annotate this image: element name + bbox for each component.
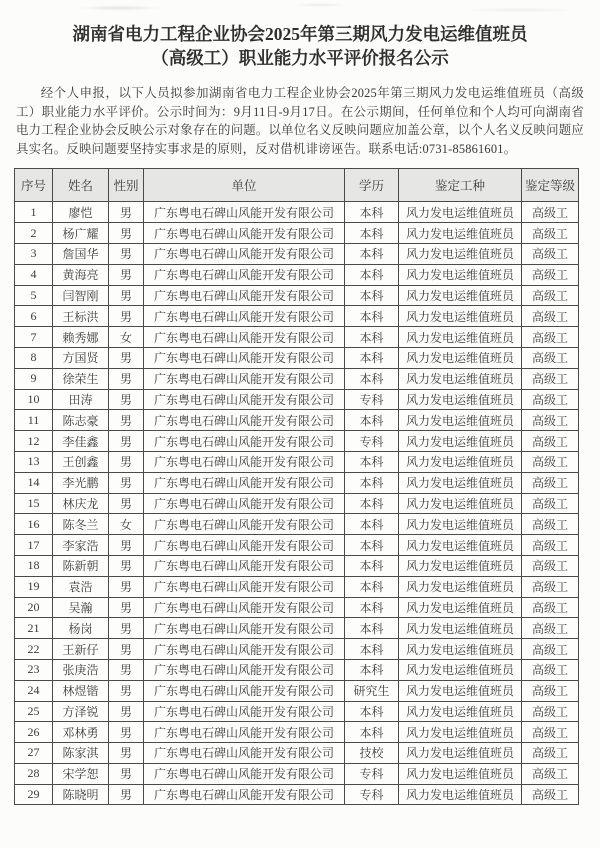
table-cell: 风力发电运维值班员 <box>399 722 522 743</box>
table-cell: 技校 <box>345 743 399 764</box>
table-row <box>15 784 579 805</box>
table-cell: 高级工 <box>522 431 579 452</box>
table-cell: 本科 <box>345 514 399 535</box>
table-row <box>15 493 579 514</box>
table-cell: 10 <box>15 389 53 410</box>
table-cell: 本科 <box>345 535 399 556</box>
table-cell: 2 <box>15 223 53 244</box>
table-cell: 本科 <box>345 285 399 306</box>
table-cell: 男 <box>109 493 144 514</box>
table-cell: 本科 <box>345 306 399 327</box>
table-cell: 男 <box>109 639 144 660</box>
table-cell: 王创鑫 <box>53 451 109 472</box>
table-cell: 专科 <box>345 389 399 410</box>
table-cell: 广东粤电石碑山风能开发有限公司 <box>144 680 345 701</box>
table-cell: 15 <box>15 493 53 514</box>
table-row <box>15 431 579 452</box>
table-cell: 广东粤电石碑山风能开发有限公司 <box>144 535 345 556</box>
table-cell: 风力发电运维值班员 <box>399 389 522 410</box>
table-cell: 风力发电运维值班员 <box>399 784 522 805</box>
table-cell: 风力发电运维值班员 <box>399 680 522 701</box>
table-cell: 广东粤电石碑山风能开发有限公司 <box>144 368 345 389</box>
applicant-roster-table <box>14 168 579 805</box>
table-cell: 19 <box>15 576 53 597</box>
table-cell: 风力发电运维值班员 <box>399 618 522 639</box>
table-cell: 9 <box>15 368 53 389</box>
announcement-paragraph: 经个人申报，以下人员拟参加湖南省电力工程企业协会2025年第三期风力发电运维值班员（高级工）职业能力水平评价。公示时间为：9月11日-9月17日。在公示期间，任何单位和个人均可向湖南省电力工程企业协会反映公示对象存在的问题。以单位名义反映问题应加盖公章，以个人名义反映问题应具实名。反映问题要坚持实事求是的原则，反对借机诽谤诬告。联系电话:0731-85861601。 <box>16 86 584 156</box>
column-header-education: 学历 <box>345 169 399 202</box>
table-cell: 男 <box>109 389 144 410</box>
table-cell: 男 <box>109 743 144 764</box>
table-cell: 本科 <box>345 659 399 680</box>
table-row <box>15 576 579 597</box>
table-cell: 高级工 <box>522 639 579 660</box>
table-cell: 风力发电运维值班员 <box>399 327 522 348</box>
table-cell: 6 <box>15 306 53 327</box>
table-cell: 21 <box>15 618 53 639</box>
table-row <box>15 243 579 264</box>
table-cell: 高级工 <box>522 410 579 431</box>
table-cell: 风力发电运维值班员 <box>399 535 522 556</box>
table-cell: 女 <box>109 514 144 535</box>
table-cell: 专科 <box>345 784 399 805</box>
table-cell: 广东粤电石碑山风能开发有限公司 <box>144 243 345 264</box>
table-cell: 本科 <box>345 264 399 285</box>
table-cell: 女 <box>109 327 144 348</box>
table-cell: 本科 <box>345 368 399 389</box>
table-cell: 陈新朝 <box>53 555 109 576</box>
table-cell: 广东粤电石碑山风能开发有限公司 <box>144 472 345 493</box>
table-cell: 男 <box>109 451 144 472</box>
table-cell: 高级工 <box>522 784 579 805</box>
table-cell: 高级工 <box>522 597 579 618</box>
table-cell: 广东粤电石碑山风能开发有限公司 <box>144 514 345 535</box>
table-cell: 广东粤电石碑山风能开发有限公司 <box>144 493 345 514</box>
table-cell: 男 <box>109 701 144 722</box>
table-cell: 20 <box>15 597 53 618</box>
table-cell: 风力发电运维值班员 <box>399 347 522 368</box>
table-cell: 本科 <box>345 639 399 660</box>
table-cell: 风力发电运维值班员 <box>399 202 522 223</box>
table-cell: 方泽锐 <box>53 701 109 722</box>
table-cell: 王标洪 <box>53 306 109 327</box>
table-cell: 本科 <box>345 327 399 348</box>
table-cell: 18 <box>15 555 53 576</box>
table-row <box>15 368 579 389</box>
table-cell: 广东粤电石碑山风能开发有限公司 <box>144 285 345 306</box>
table-cell: 高级工 <box>522 285 579 306</box>
table-cell: 广东粤电石碑山风能开发有限公司 <box>144 701 345 722</box>
table-header-row <box>15 169 579 202</box>
table-cell: 1 <box>15 202 53 223</box>
column-header-employer: 单位 <box>144 169 345 202</box>
table-cell: 高级工 <box>522 389 579 410</box>
table-cell: 男 <box>109 576 144 597</box>
column-header-name: 姓名 <box>53 169 109 202</box>
table-cell: 12 <box>15 431 53 452</box>
table-cell: 男 <box>109 618 144 639</box>
table-cell: 风力发电运维值班员 <box>399 576 522 597</box>
table-row <box>15 202 579 223</box>
table-cell: 广东粤电石碑山风能开发有限公司 <box>144 597 345 618</box>
table-cell: 男 <box>109 368 144 389</box>
table-row <box>15 347 579 368</box>
table-cell: 高级工 <box>522 618 579 639</box>
table-cell: 陈志豪 <box>53 410 109 431</box>
table-cell: 李光鹏 <box>53 472 109 493</box>
table-cell: 广东粤电石碑山风能开发有限公司 <box>144 410 345 431</box>
table-row <box>15 618 579 639</box>
table-cell: 本科 <box>345 555 399 576</box>
table-cell: 男 <box>109 555 144 576</box>
table-cell: 高级工 <box>522 535 579 556</box>
table-cell: 广东粤电石碑山风能开发有限公司 <box>144 639 345 660</box>
table-cell: 陈家淇 <box>53 743 109 764</box>
table-cell: 高级工 <box>522 202 579 223</box>
table-row <box>15 680 579 701</box>
table-cell: 风力发电运维值班员 <box>399 701 522 722</box>
table-row <box>15 555 579 576</box>
table-cell: 风力发电运维值班员 <box>399 410 522 431</box>
table-cell: 高级工 <box>522 701 579 722</box>
table-cell: 风力发电运维值班员 <box>399 763 522 784</box>
table-cell: 风力发电运维值班员 <box>399 659 522 680</box>
table-cell: 宋学恕 <box>53 763 109 784</box>
table-cell: 高级工 <box>522 347 579 368</box>
table-cell: 陈冬兰 <box>53 514 109 535</box>
table-cell: 专科 <box>345 763 399 784</box>
table-cell: 广东粤电石碑山风能开发有限公司 <box>144 763 345 784</box>
table-cell: 男 <box>109 410 144 431</box>
table-cell: 广东粤电石碑山风能开发有限公司 <box>144 659 345 680</box>
table-cell: 高级工 <box>522 243 579 264</box>
table-cell: 研究生 <box>345 680 399 701</box>
table-cell: 高级工 <box>522 493 579 514</box>
table-cell: 李佳鑫 <box>53 431 109 452</box>
table-cell: 本科 <box>345 493 399 514</box>
table-cell: 风力发电运维值班员 <box>399 264 522 285</box>
table-cell: 赖秀娜 <box>53 327 109 348</box>
page-title-line-1: 湖南省电力工程企业协会2025年第三期风力发电运维值班员 <box>72 24 528 44</box>
table-cell: 林煜锴 <box>53 680 109 701</box>
table-cell: 广东粤电石碑山风能开发有限公司 <box>144 555 345 576</box>
table-row <box>15 743 579 764</box>
table-cell: 闫智刚 <box>53 285 109 306</box>
table-cell: 张庚浩 <box>53 659 109 680</box>
table-cell: 风力发电运维值班员 <box>399 743 522 764</box>
table-cell: 5 <box>15 285 53 306</box>
table-cell: 吴瀚 <box>53 597 109 618</box>
table-cell: 风力发电运维值班员 <box>399 451 522 472</box>
table-cell: 7 <box>15 327 53 348</box>
table-cell: 高级工 <box>522 264 579 285</box>
table-cell: 14 <box>15 472 53 493</box>
table-cell: 袁浩 <box>53 576 109 597</box>
table-cell: 男 <box>109 472 144 493</box>
table-cell: 本科 <box>345 202 399 223</box>
column-header-occupation: 鉴定工种 <box>399 169 522 202</box>
table-cell: 广东粤电石碑山风能开发有限公司 <box>144 389 345 410</box>
table-cell: 杨岗 <box>53 618 109 639</box>
table-cell: 本科 <box>345 410 399 431</box>
table-cell: 高级工 <box>522 722 579 743</box>
column-header-gender: 性别 <box>109 169 144 202</box>
table-cell: 高级工 <box>522 659 579 680</box>
table-cell: 男 <box>109 431 144 452</box>
table-cell: 广东粤电石碑山风能开发有限公司 <box>144 743 345 764</box>
table-cell: 风力发电运维值班员 <box>399 285 522 306</box>
table-cell: 男 <box>109 285 144 306</box>
table-cell: 男 <box>109 223 144 244</box>
table-cell: 高级工 <box>522 451 579 472</box>
table-cell: 本科 <box>345 597 399 618</box>
table-cell: 本科 <box>345 576 399 597</box>
table-cell: 本科 <box>345 451 399 472</box>
table-cell: 25 <box>15 701 53 722</box>
table-cell: 风力发电运维值班员 <box>399 223 522 244</box>
table-row <box>15 327 579 348</box>
table-cell: 陈晓明 <box>53 784 109 805</box>
table-cell: 风力发电运维值班员 <box>399 472 522 493</box>
table-cell: 男 <box>109 243 144 264</box>
table-cell: 本科 <box>345 243 399 264</box>
table-cell: 专科 <box>345 431 399 452</box>
table-cell: 男 <box>109 763 144 784</box>
table-cell: 风力发电运维值班员 <box>399 243 522 264</box>
table-cell: 高级工 <box>522 514 579 535</box>
table-cell: 男 <box>109 784 144 805</box>
page-title <box>24 22 576 70</box>
table-cell: 16 <box>15 514 53 535</box>
table-row <box>15 264 579 285</box>
table-cell: 28 <box>15 763 53 784</box>
table-cell: 高级工 <box>522 472 579 493</box>
table-cell: 廖恺 <box>53 202 109 223</box>
table-cell: 徐荣生 <box>53 368 109 389</box>
table-cell: 李家浩 <box>53 535 109 556</box>
table-cell: 23 <box>15 659 53 680</box>
table-cell: 风力发电运维值班员 <box>399 493 522 514</box>
table-cell: 广东粤电石碑山风能开发有限公司 <box>144 264 345 285</box>
table-row <box>15 535 579 556</box>
table-cell: 男 <box>109 306 144 327</box>
table-cell: 24 <box>15 680 53 701</box>
table-cell: 男 <box>109 202 144 223</box>
table-cell: 男 <box>109 659 144 680</box>
table-cell: 广东粤电石碑山风能开发有限公司 <box>144 784 345 805</box>
table-cell: 男 <box>109 264 144 285</box>
table-cell: 本科 <box>345 722 399 743</box>
table-row <box>15 285 579 306</box>
table-cell: 广东粤电石碑山风能开发有限公司 <box>144 223 345 244</box>
table-row <box>15 763 579 784</box>
table-row <box>15 659 579 680</box>
table-cell: 风力发电运维值班员 <box>399 597 522 618</box>
table-cell: 风力发电运维值班员 <box>399 368 522 389</box>
table-cell: 广东粤电石碑山风能开发有限公司 <box>144 431 345 452</box>
table-cell: 男 <box>109 680 144 701</box>
table-cell: 本科 <box>345 618 399 639</box>
table-cell: 4 <box>15 264 53 285</box>
table-cell: 高级工 <box>522 680 579 701</box>
table-cell: 高级工 <box>522 763 579 784</box>
table-row <box>15 389 579 410</box>
column-header-index: 序号 <box>15 169 53 202</box>
table-cell: 广东粤电石碑山风能开发有限公司 <box>144 722 345 743</box>
table-cell: 田涛 <box>53 389 109 410</box>
table-cell: 风力发电运维值班员 <box>399 431 522 452</box>
table-cell: 高级工 <box>522 368 579 389</box>
table-cell: 王新仔 <box>53 639 109 660</box>
table-cell: 詹国华 <box>53 243 109 264</box>
table-cell: 高级工 <box>522 327 579 348</box>
column-header-level: 鉴定等级 <box>522 169 579 202</box>
table-cell: 方国贤 <box>53 347 109 368</box>
table-cell: 杨广耀 <box>53 223 109 244</box>
table-cell: 广东粤电石碑山风能开发有限公司 <box>144 618 345 639</box>
table-cell: 高级工 <box>522 576 579 597</box>
table-cell: 风力发电运维值班员 <box>399 639 522 660</box>
table-cell: 男 <box>109 347 144 368</box>
table-row <box>15 223 579 244</box>
table-row <box>15 410 579 431</box>
table-cell: 13 <box>15 451 53 472</box>
table-cell: 风力发电运维值班员 <box>399 514 522 535</box>
table-cell: 风力发电运维值班员 <box>399 306 522 327</box>
table-cell: 风力发电运维值班员 <box>399 555 522 576</box>
table-cell: 27 <box>15 743 53 764</box>
table-cell: 男 <box>109 722 144 743</box>
table-cell: 广东粤电石碑山风能开发有限公司 <box>144 306 345 327</box>
table-cell: 22 <box>15 639 53 660</box>
table-cell: 邓林勇 <box>53 722 109 743</box>
table-body <box>15 202 579 805</box>
table-cell: 广东粤电石碑山风能开发有限公司 <box>144 576 345 597</box>
table-row <box>15 472 579 493</box>
table-cell: 高级工 <box>522 555 579 576</box>
table-cell: 11 <box>15 410 53 431</box>
table-row <box>15 722 579 743</box>
table-cell: 广东粤电石碑山风能开发有限公司 <box>144 451 345 472</box>
table-cell: 17 <box>15 535 53 556</box>
table-cell: 高级工 <box>522 306 579 327</box>
table-cell: 3 <box>15 243 53 264</box>
table-cell: 本科 <box>345 701 399 722</box>
page-title-line-2: （高级工）职业能力水平评价报名公示 <box>151 48 449 68</box>
table-cell: 本科 <box>345 223 399 244</box>
table-cell: 8 <box>15 347 53 368</box>
table-row <box>15 451 579 472</box>
table-row <box>15 514 579 535</box>
table-row <box>15 701 579 722</box>
table-cell: 广东粤电石碑山风能开发有限公司 <box>144 202 345 223</box>
table-cell: 26 <box>15 722 53 743</box>
table-cell: 男 <box>109 597 144 618</box>
table-row <box>15 597 579 618</box>
table-cell: 广东粤电石碑山风能开发有限公司 <box>144 327 345 348</box>
table-cell: 广东粤电石碑山风能开发有限公司 <box>144 347 345 368</box>
table-cell: 29 <box>15 784 53 805</box>
table-cell: 高级工 <box>522 743 579 764</box>
table-cell: 男 <box>109 535 144 556</box>
table-cell: 高级工 <box>522 223 579 244</box>
table-cell: 黄海亮 <box>53 264 109 285</box>
table-cell: 本科 <box>345 472 399 493</box>
table-cell: 林庆龙 <box>53 493 109 514</box>
table-row <box>15 639 579 660</box>
table-cell: 本科 <box>345 347 399 368</box>
table-row <box>15 306 579 327</box>
